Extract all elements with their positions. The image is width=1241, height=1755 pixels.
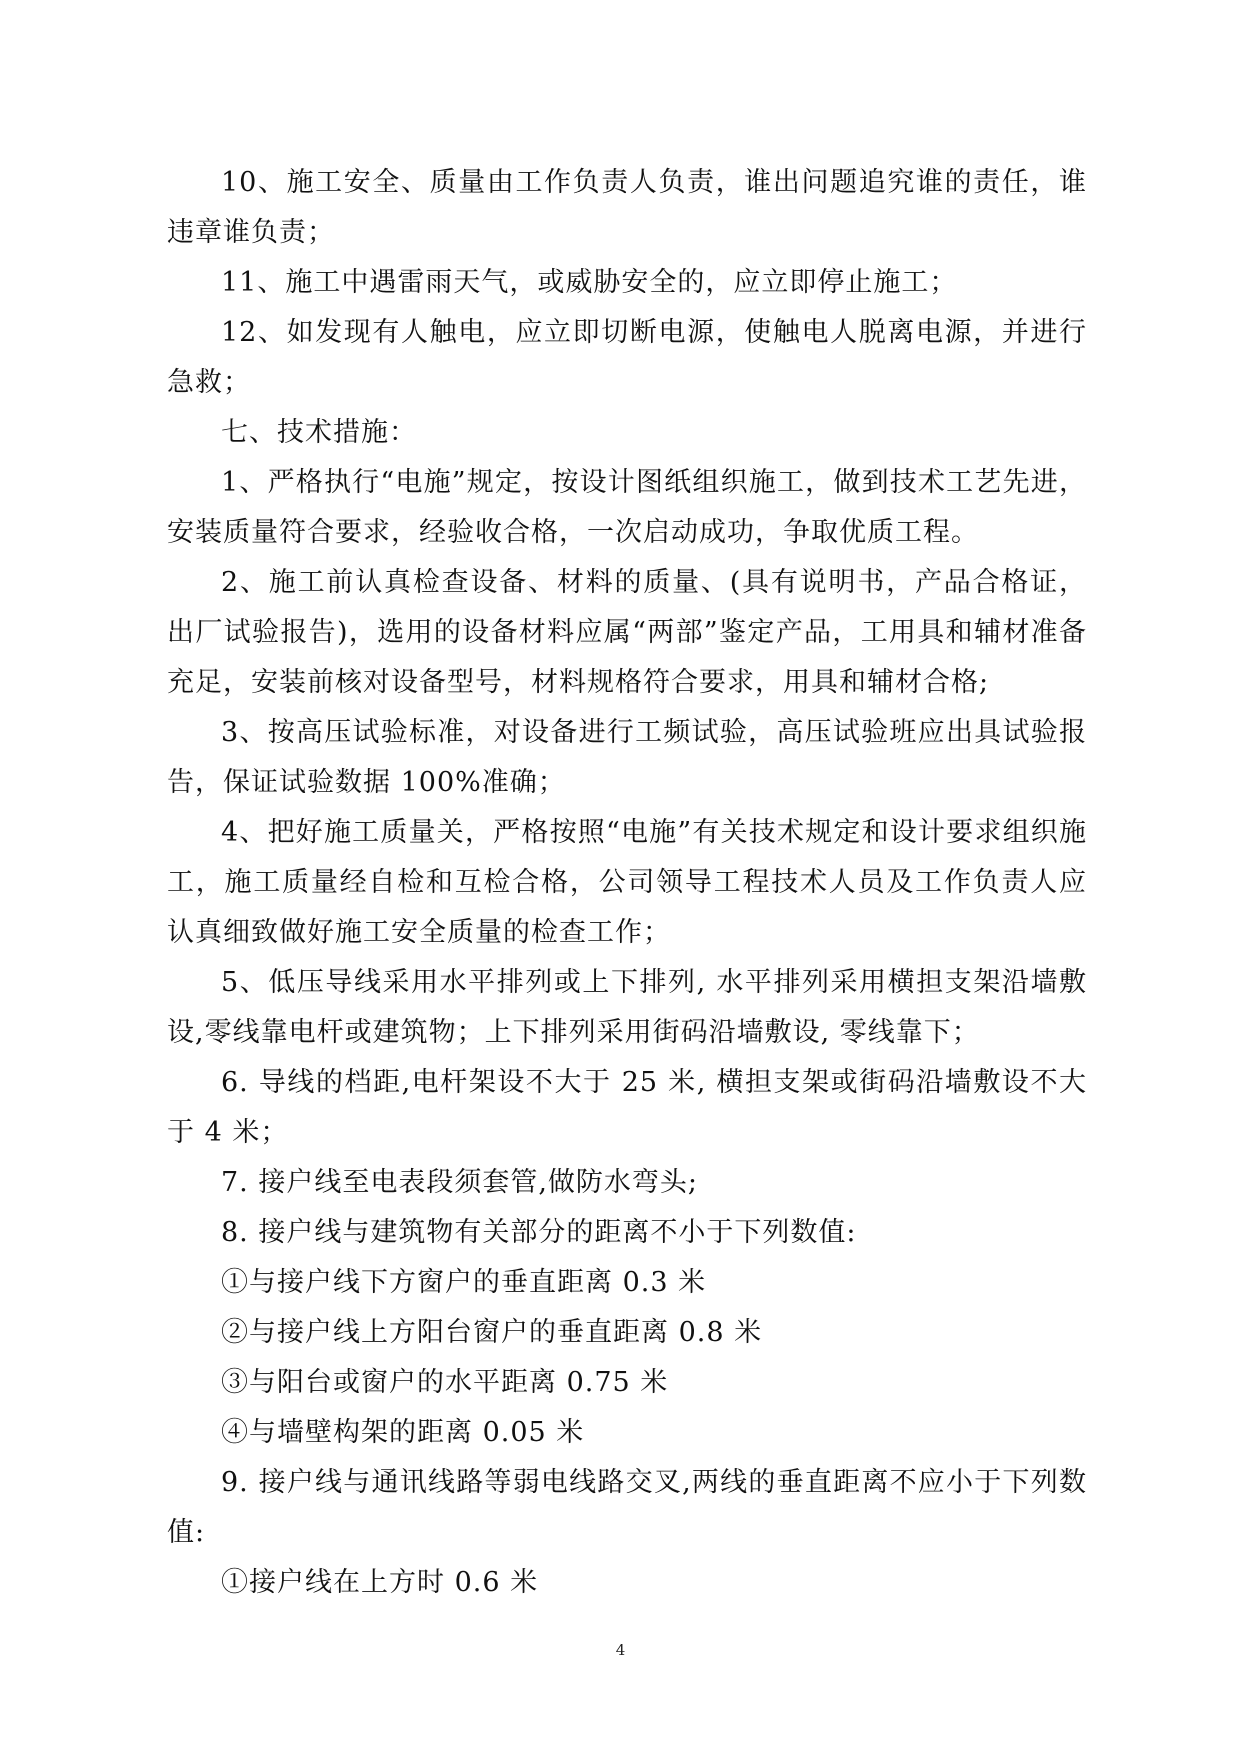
- measure-item-3: 3、按高压试验标准，对设备进行工频试验，高压试验班应出具试验报告，保证试验数据 100%准确；: [167, 717, 1087, 798]
- distance-item-3: ③与阳台或窗户的水平距离 0.75 米: [221, 1367, 669, 1398]
- measure-item-8: 8. 接户线与建筑物有关部分的距离不小于下列数值:: [221, 1217, 857, 1248]
- measure-item-5: 5、低压导线采用水平排列或上下排列, 水平排列采用横担支架沿墙敷设,零线靠电杆或建筑物；上下排列采用街码沿墙敷设, 零线靠下；: [167, 967, 1087, 1048]
- document-body: [167, 158, 1087, 1608]
- measure-item-6: 6. 导线的档距,电杆架设不大于 25 米, 横担支架或街码沿墙敷设不大于 4 米；: [167, 1067, 1087, 1148]
- page-number: 4: [615, 1641, 626, 1659]
- paragraph-item-10: 10、施工安全、质量由工作负责人负责，谁出问题追究谁的责任，谁违章谁负责；: [167, 167, 1087, 248]
- measure-item-7: 7. 接户线至电表段须套管,做防水弯头;: [221, 1167, 699, 1198]
- measure-item-4: 4、把好施工质量关，严格按照“电施”有关技术规定和设计要求组织施工，施工质量经自检和互检合格，公司领导工程技术人员及工作负责人应认真细致做好施工安全质量的检查工作；: [167, 817, 1087, 948]
- distance-item-2: ②与接户线上方阳台窗户的垂直距离 0.8 米: [221, 1317, 763, 1348]
- distance-item-1: ①与接户线下方窗户的垂直距离 0.3 米: [221, 1267, 707, 1298]
- distance-item-4: ④与墙壁构架的距离 0.05 米: [221, 1417, 585, 1448]
- measure-item-2: 2、施工前认真检查设备、材料的质量、(具有说明书，产品合格证，出厂试验报告)，选用的设备材料应属“两部”鉴定产品，工用具和辅材准备充足，安装前核对设备型号，材料规格符合要求，用具和辅材合格;: [167, 567, 1087, 698]
- measure-item-1: 1、严格执行“电施”规定，按设计图纸组织施工，做到技术工艺先进，安装质量符合要求，经验收合格，一次启动成功，争取优质工程。: [167, 467, 1087, 548]
- crossing-distance-item-1: ①接户线在上方时 0.6 米: [221, 1567, 539, 1598]
- paragraph-item-11: 11、施工中遇雷雨天气，或威胁安全的，应立即停止施工；: [221, 267, 958, 298]
- paragraph-item-12: 12、如发现有人触电，应立即切断电源，使触电人脱离电源，并进行急救；: [167, 317, 1087, 398]
- measure-item-9: 9. 接户线与通讯线路等弱电线路交叉,两线的垂直距离不应小于下列数值:: [167, 1467, 1087, 1548]
- section-heading-technical-measures: 七、技术措施：: [221, 417, 417, 448]
